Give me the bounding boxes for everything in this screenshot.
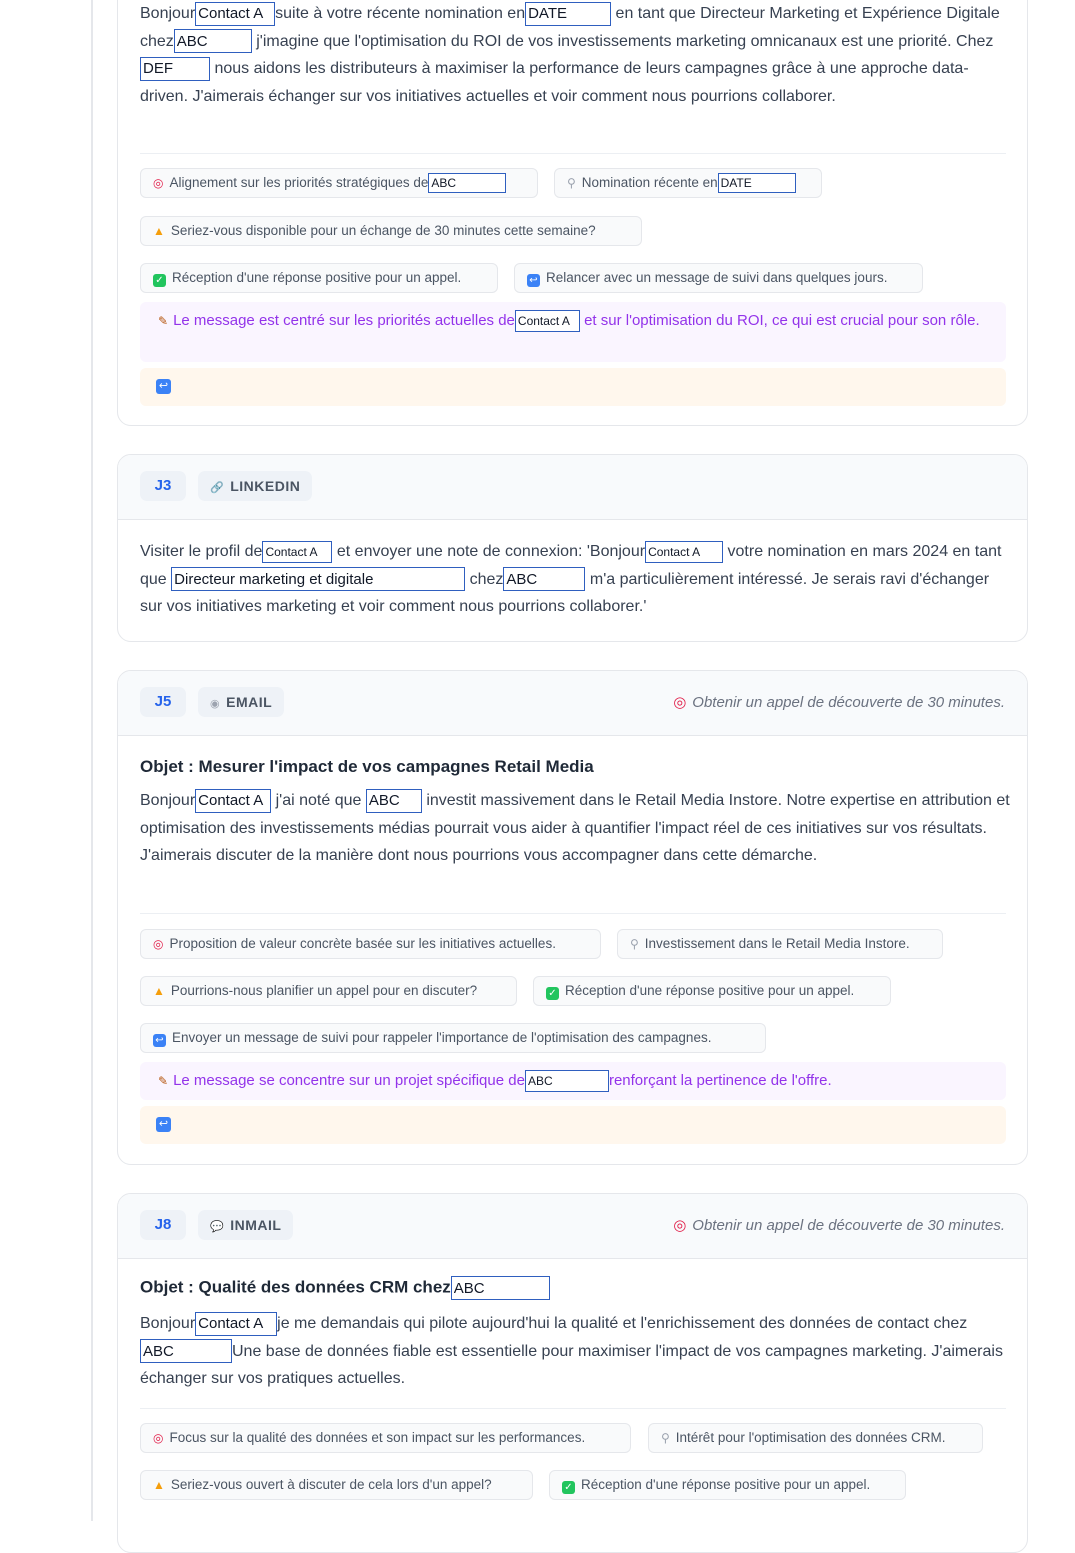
contact-name-field[interactable] — [645, 541, 723, 563]
bell-icon: ▲ — [153, 984, 165, 998]
divider — [140, 1408, 1006, 1409]
day-badge: J5 — [140, 687, 186, 717]
contact-name-field[interactable] — [195, 789, 271, 813]
email-subject: Objet : Qualité des données CRM chezABC — [140, 1276, 550, 1300]
company-field[interactable] — [525, 1070, 609, 1092]
follow-up-chip: ↩ Relancer avec un message de suivi dans quelques jours. — [514, 263, 923, 293]
bell-icon: ▲ — [153, 1478, 165, 1492]
success-criteria-chip: ✓ Réception d'une réponse positive pour un appel. — [140, 263, 498, 293]
divider — [140, 153, 1006, 154]
contact-name-field[interactable] — [262, 541, 332, 563]
cta-chip: ▲ Seriez-vous ouvert à discuter de cela lors d'un appel? — [140, 1470, 533, 1500]
return-icon: ↩ — [527, 274, 540, 287]
goal-label: ◎ Obtenir un appel de découverte de 30 minutes. — [673, 694, 1005, 711]
bell-icon: ▲ — [153, 224, 165, 238]
date-field[interactable] — [718, 173, 796, 193]
goal-label: ◎ Obtenir un appel de découverte de 30 minutes. — [673, 1217, 1005, 1234]
return-icon[interactable]: ↩ — [156, 1117, 171, 1132]
target-icon: ◎ — [153, 937, 164, 951]
contact-name-field[interactable] — [195, 1312, 277, 1336]
rationale-note: ✎ Le message est centré sur les priorités actuelles deContact A et sur l'optimisation du ROI, ce qui est crucial pour son rôle. — [140, 302, 1006, 362]
timeline-rail — [91, 0, 93, 1521]
check-icon: ✓ — [153, 274, 166, 287]
return-icon: ↩ — [153, 1034, 166, 1047]
success-criteria-chip: ✓ Réception d'une réponse positive pour un appel. — [549, 1470, 906, 1500]
channel-badge: ◉ EMAIL — [198, 687, 284, 717]
channel-badge: 🔗 LINKEDIN — [198, 471, 312, 501]
message-body: Visiter le profil deContact A et envoyer une note de connexion: 'BonjourContact A votre nomination en mars 2024 en tant que Directeur marketing et digitale chezABC m'a particulièrement intéressé. Je serais ravi d'échanger sur vos initiatives marketing et voir comment nous pourrions collaborer.' — [140, 538, 1010, 621]
date-field[interactable] — [525, 2, 611, 26]
target-icon: ◎ — [153, 1431, 164, 1445]
company-field[interactable] — [140, 1339, 232, 1363]
success-criteria-chip: ✓ Réception d'une réponse positive pour un appel. — [533, 976, 891, 1006]
company-field[interactable] — [503, 567, 585, 591]
company-field[interactable] — [451, 1276, 550, 1300]
target-icon: ◎ — [153, 176, 164, 190]
cta-chip: ▲ Pourrions-nous planifier un appel pour en discuter? — [140, 976, 517, 1006]
company-field[interactable] — [174, 29, 252, 53]
follow-up-bar — [140, 1106, 1006, 1144]
value-prop-chip: ◎ Focus sur la qualité des données et son impact sur les performances. — [140, 1423, 631, 1453]
link-icon: 🔗 — [210, 482, 225, 494]
check-icon: ✓ — [546, 987, 559, 1000]
company-field[interactable] — [140, 57, 210, 81]
rationale-note: ✎ Le message se concentre sur un projet spécifique deABC renforçant la pertinence de l'offre. — [140, 1062, 1006, 1100]
divider — [140, 913, 1006, 914]
day-badge: J8 — [140, 1210, 186, 1240]
card-header — [118, 671, 1027, 736]
card-header — [118, 1194, 1027, 1259]
hook-chip: ⚲ Intérêt pour l'optimisation des données CRM. — [648, 1423, 983, 1453]
job-title-field[interactable] — [171, 567, 465, 591]
contact-name-field[interactable] — [195, 2, 275, 26]
company-field[interactable] — [366, 789, 422, 813]
speech-bubble-icon: 💬 — [210, 1221, 225, 1233]
value-prop-chip: ◎ Proposition de valeur concrète basée sur les initiatives actuelles. — [140, 929, 601, 959]
company-field[interactable] — [428, 173, 506, 193]
message-body: BonjourContact A je me demandais qui pilote aujourd'hui la qualité et l'enrichissement des données de contact chez ABCUne base de données fiable est essentielle pour maximiser l'impact de vos campagnes marketing. J'aimerais échanger sur vos pratiques actuelles. — [140, 1310, 1010, 1393]
email-icon: ◉ — [210, 698, 221, 710]
pin-icon: ⚲ — [630, 937, 639, 951]
pin-icon: ⚲ — [661, 1431, 670, 1445]
memo-icon: ✎ — [158, 1074, 169, 1088]
message-body: BonjourContact A j'ai noté que ABC investit massivement dans le Retail Media Instore. Notre expertise en attribution et optimisation des investissements médias pourrait vous aider à quantifier l'impact réel de ces initiatives sur vos résultats. J'aimerais discuter de la manière dont nous pourrions vous accompagner dans cette démarche. — [140, 787, 1010, 870]
message-body: BonjourContact A suite à votre récente nomination enDATE en tant que Directeur Marketing et Expérience Digitale chezABC j'imagine que l'optimisation du ROI de vos investissements marketing omnicanaux est une priorité. ChezDEF nous aidons les distributeurs à maximiser la performance de leurs campagnes grâce à une approche data-driven. J'aimerais échanger sur vos initiatives actuelles et voir comment nous pourrions collaborer. — [140, 0, 1010, 110]
hook-chip: ⚲ Nomination récente enDATE — [554, 168, 822, 198]
memo-icon: ✎ — [158, 314, 169, 328]
value-prop-chip: ◎ Alignement sur les priorités stratégiques deABC — [140, 168, 538, 198]
email-subject: Objet : Mesurer l'impact de vos campagnes Retail Media — [140, 757, 594, 776]
target-icon: ◎ — [673, 694, 687, 711]
day-badge: J3 — [140, 471, 186, 501]
target-icon: ◎ — [673, 1217, 687, 1234]
cta-chip: ▲ Seriez-vous disponible pour un échange de 30 minutes cette semaine? — [140, 216, 642, 246]
check-icon: ✓ — [562, 1481, 575, 1494]
follow-up-chip: ↩ Envoyer un message de suivi pour rappeler l'importance de l'optimisation des campagnes. — [140, 1023, 766, 1053]
follow-up-bar — [140, 368, 1006, 406]
contact-name-field[interactable] — [515, 310, 580, 332]
hook-chip: ⚲ Investissement dans le Retail Media Instore. — [617, 929, 943, 959]
channel-badge: 💬 INMAIL — [198, 1210, 293, 1240]
return-icon[interactable]: ↩ — [156, 379, 171, 394]
pin-icon: ⚲ — [567, 176, 576, 190]
card-header — [118, 455, 1027, 520]
